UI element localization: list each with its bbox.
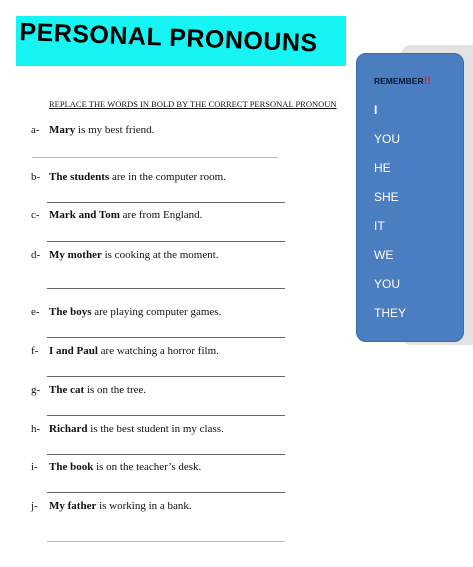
pronoun-item: I (374, 103, 378, 117)
exercise-bold-phrase: Richard (49, 423, 88, 435)
exercise-item (31, 384, 146, 396)
exercise-bold-phrase: The book (49, 461, 94, 473)
exercise-item (31, 124, 154, 136)
exercise-letter: e- (31, 306, 40, 318)
pronoun-item: IT (374, 219, 385, 233)
exercise-letter: d- (31, 249, 41, 261)
exercise-rest: are in the computer room. (109, 171, 226, 183)
exercise-letter: g- (31, 384, 41, 396)
exercise-rest: are watching a horror film. (97, 345, 219, 357)
answer-line[interactable] (47, 288, 285, 289)
exercise-rest: are from England. (119, 209, 203, 221)
exercise-item (31, 306, 221, 318)
exercise-letter: i- (31, 461, 38, 473)
exercise-letter: c- (31, 209, 40, 221)
answer-line[interactable] (47, 415, 285, 416)
instruction-text: REPLACE THE WORDS IN BOLD BY THE CORRECT PERSONAL PRONOUN (49, 99, 337, 109)
exercise-rest: is on the tree. (84, 384, 147, 396)
exercise-bold-phrase: My father (49, 500, 97, 512)
answer-line[interactable] (47, 541, 285, 542)
exercise-item (31, 500, 192, 512)
answer-line[interactable] (47, 337, 285, 338)
exercise-bold-phrase: The boys (49, 306, 92, 318)
exercise-item (31, 423, 224, 435)
answer-line[interactable] (47, 492, 285, 493)
answer-line[interactable] (47, 454, 285, 455)
exercise-rest: is cooking at the moment. (101, 249, 219, 261)
exercise-letter: j- (31, 500, 38, 512)
exercise-rest: is working in a bank. (96, 500, 192, 512)
exercise-bold-phrase: I and Paul (49, 345, 98, 357)
exercise-item (31, 461, 201, 473)
pronoun-item: SHE (374, 190, 399, 204)
pronoun-item: WE (374, 248, 394, 262)
exercise-rest: is my best friend. (75, 124, 155, 136)
remember-exclaim: !! (423, 75, 431, 87)
exercise-letter: f- (31, 345, 39, 357)
exercise-bold-phrase: Mary (49, 124, 76, 136)
remember-box (356, 53, 464, 342)
exercise-letter: h- (31, 423, 41, 435)
exercise-letter: b- (31, 171, 41, 183)
exercise-letter: a- (31, 124, 40, 136)
pronoun-item: THEY (374, 306, 407, 320)
exercise-item (31, 249, 219, 261)
exercise-bold-phrase: The students (49, 171, 110, 183)
exercise-bold-phrase: My mother (49, 249, 102, 261)
exercise-item (31, 345, 219, 357)
pronoun-item: YOU (374, 277, 401, 291)
remember-title (374, 75, 431, 87)
exercise-rest: is on the teacher’s desk. (93, 461, 202, 473)
exercise-bold-phrase: The cat (49, 384, 85, 396)
exercise-rest: are playing computer games. (91, 306, 222, 318)
answer-line[interactable] (47, 241, 285, 242)
answer-line[interactable] (32, 157, 278, 158)
answer-line[interactable] (47, 202, 285, 203)
exercise-bold-phrase: Mark and Tom (49, 209, 120, 221)
pronoun-item: HE (374, 161, 391, 175)
page-title: PERSONAL PRONOUNS (18, 18, 319, 58)
exercise-item (31, 171, 226, 183)
exercise-rest: is the best student in my class. (87, 423, 224, 435)
answer-line[interactable] (47, 376, 285, 377)
pronoun-item: YOU (374, 132, 401, 146)
exercise-item (31, 209, 202, 221)
remember-label: REMEMBER (374, 76, 424, 86)
